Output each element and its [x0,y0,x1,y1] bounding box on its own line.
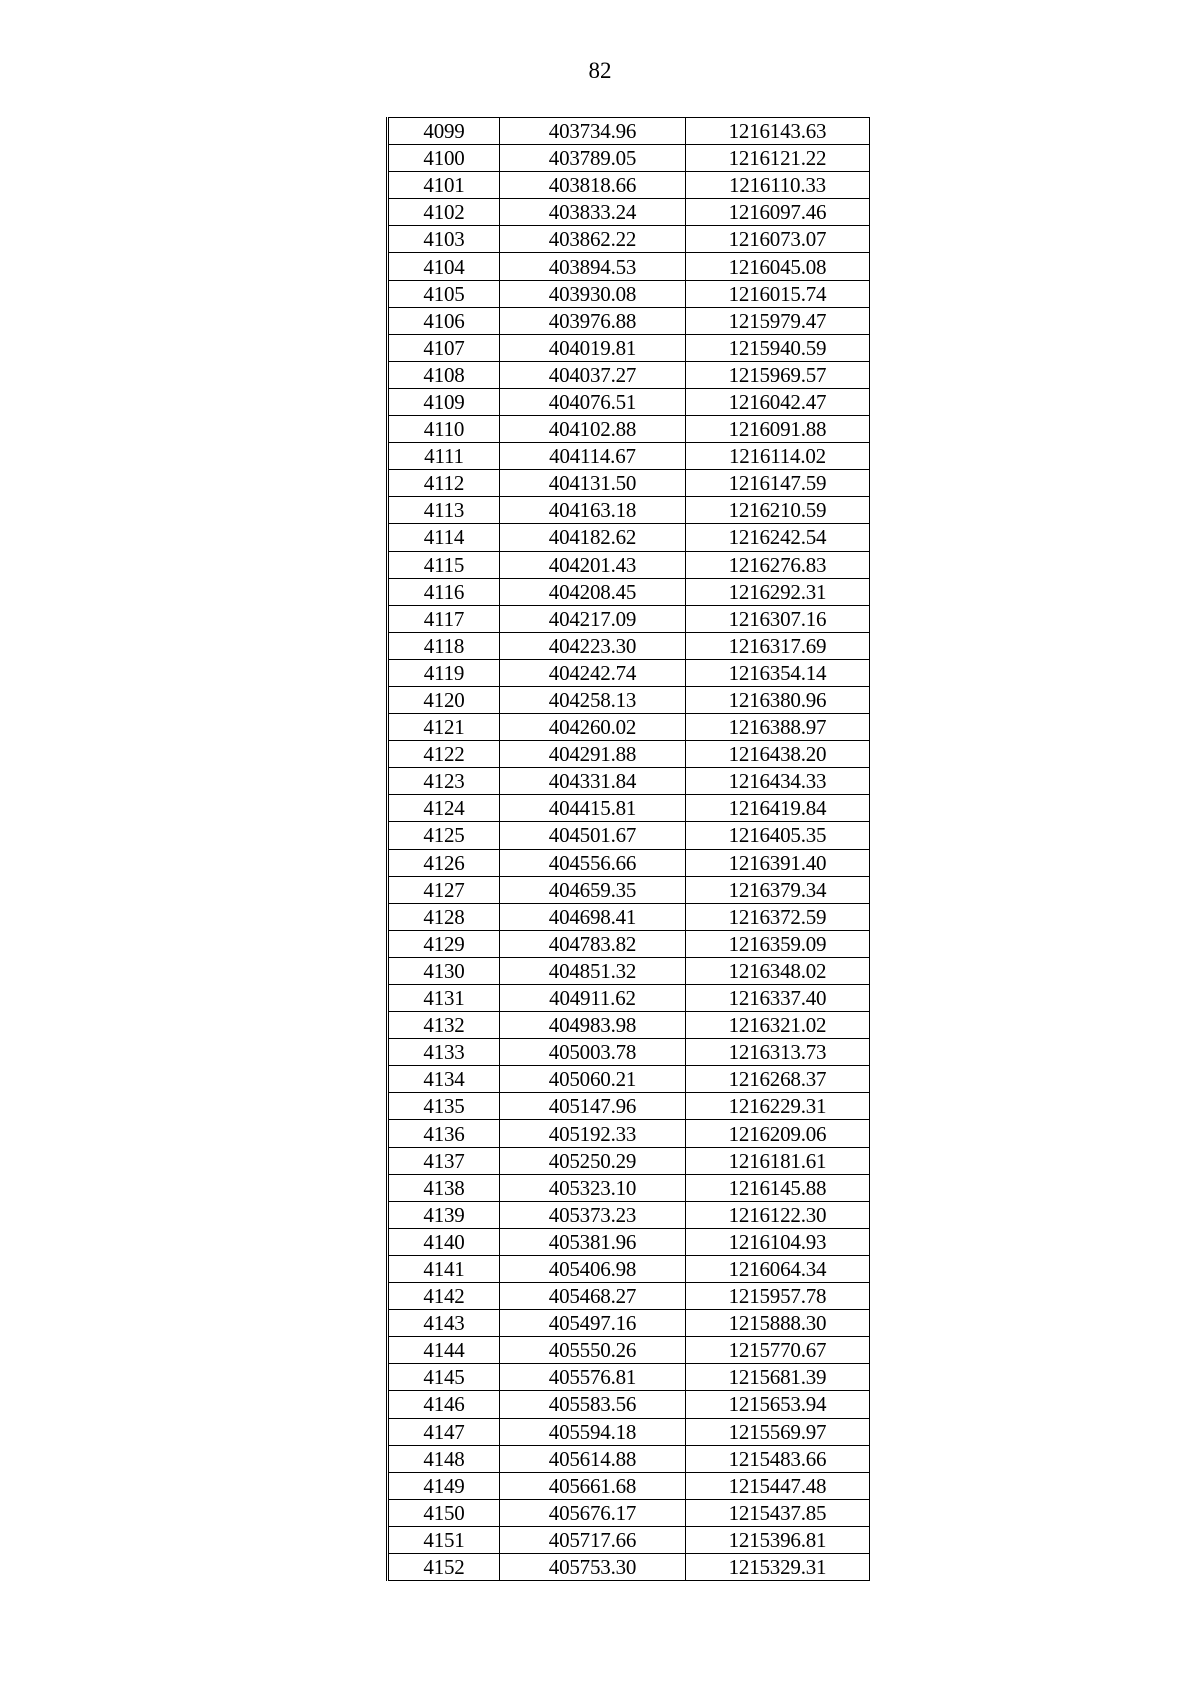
table-row [388,1039,870,1066]
point-number-cell: 4116 [388,578,500,605]
point-number-cell: 4101 [388,172,500,199]
y-coordinate-cell: 1215888.30 [686,1310,870,1337]
y-coordinate-cell: 1216229.31 [686,1093,870,1120]
y-coordinate-cell: 1216145.88 [686,1174,870,1201]
table-row [388,1066,870,1093]
y-coordinate-cell: 1216372.59 [686,903,870,930]
x-coordinate-cell: 405060.21 [500,1066,686,1093]
x-coordinate-cell: 405594.18 [500,1418,686,1445]
x-coordinate-cell: 403894.53 [500,253,686,280]
point-number-cell: 4110 [388,416,500,443]
table-row [388,578,870,605]
coordinate-table-body [388,118,870,1581]
y-coordinate-cell: 1216064.34 [686,1255,870,1282]
point-number-cell: 4122 [388,741,500,768]
point-number-cell: 4105 [388,280,500,307]
table-row [388,632,870,659]
point-number-cell: 4111 [388,443,500,470]
point-number-cell: 4114 [388,524,500,551]
table-row [388,985,870,1012]
x-coordinate-cell: 404983.98 [500,1012,686,1039]
table-row [388,822,870,849]
y-coordinate-cell: 1216122.30 [686,1201,870,1228]
table-row [388,876,870,903]
point-number-cell: 4143 [388,1310,500,1337]
y-coordinate-cell: 1216337.40 [686,985,870,1012]
x-coordinate-cell: 403818.66 [500,172,686,199]
x-coordinate-cell: 405497.16 [500,1310,686,1337]
point-number-cell: 4152 [388,1553,500,1580]
table-row [388,361,870,388]
y-coordinate-cell: 1216042.47 [686,388,870,415]
y-coordinate-cell: 1216354.14 [686,659,870,686]
table-row [388,307,870,334]
point-number-cell: 4108 [388,361,500,388]
y-coordinate-cell: 1216110.33 [686,172,870,199]
x-coordinate-cell: 403930.08 [500,280,686,307]
table-row [388,388,870,415]
x-coordinate-cell: 404258.13 [500,686,686,713]
x-coordinate-cell: 405003.78 [500,1039,686,1066]
point-number-cell: 4142 [388,1283,500,1310]
y-coordinate-cell: 1215957.78 [686,1283,870,1310]
y-coordinate-cell: 1216379.34 [686,876,870,903]
table-row [388,1445,870,1472]
x-coordinate-cell: 405676.17 [500,1499,686,1526]
y-coordinate-cell: 1216391.40 [686,849,870,876]
x-coordinate-cell: 404182.62 [500,524,686,551]
table-row [388,659,870,686]
y-coordinate-cell: 1215653.94 [686,1391,870,1418]
table-row [388,199,870,226]
table-row [388,416,870,443]
x-coordinate-cell: 405583.56 [500,1391,686,1418]
x-coordinate-cell: 403833.24 [500,199,686,226]
x-coordinate-cell: 404076.51 [500,388,686,415]
y-coordinate-cell: 1215969.57 [686,361,870,388]
table-row [388,1310,870,1337]
y-coordinate-cell: 1216209.06 [686,1120,870,1147]
x-coordinate-cell: 404501.67 [500,822,686,849]
point-number-cell: 4136 [388,1120,500,1147]
point-number-cell: 4128 [388,903,500,930]
y-coordinate-cell: 1216388.97 [686,714,870,741]
point-number-cell: 4137 [388,1147,500,1174]
point-number-cell: 4149 [388,1472,500,1499]
point-number-cell: 4147 [388,1418,500,1445]
x-coordinate-cell: 405323.10 [500,1174,686,1201]
x-coordinate-cell: 404037.27 [500,361,686,388]
x-coordinate-cell: 404415.81 [500,795,686,822]
table-row [388,334,870,361]
x-coordinate-cell: 404163.18 [500,497,686,524]
point-number-cell: 4145 [388,1364,500,1391]
table-row [388,768,870,795]
point-number-cell: 4118 [388,632,500,659]
point-number-cell: 4127 [388,876,500,903]
point-number-cell: 4109 [388,388,500,415]
table-row [388,524,870,551]
x-coordinate-cell: 403734.96 [500,118,686,145]
point-number-cell: 4133 [388,1039,500,1066]
table-row [388,1364,870,1391]
table-row [388,1174,870,1201]
x-coordinate-cell: 405192.33 [500,1120,686,1147]
page-number: 82 [588,58,612,83]
y-coordinate-cell: 1216438.20 [686,741,870,768]
y-coordinate-cell: 1216097.46 [686,199,870,226]
point-number-cell: 4107 [388,334,500,361]
y-coordinate-cell: 1216181.61 [686,1147,870,1174]
point-number-cell: 4115 [388,551,500,578]
y-coordinate-cell: 1216276.83 [686,551,870,578]
table-row [388,1255,870,1282]
point-number-cell: 4117 [388,605,500,632]
coordinate-table [386,117,870,1581]
x-coordinate-cell: 405550.26 [500,1337,686,1364]
table-row [388,1553,870,1580]
x-coordinate-cell: 405661.68 [500,1472,686,1499]
y-coordinate-cell: 1215447.48 [686,1472,870,1499]
table-row [388,253,870,280]
y-coordinate-cell: 1216104.93 [686,1228,870,1255]
table-row [388,1093,870,1120]
y-coordinate-cell: 1215437.85 [686,1499,870,1526]
point-number-cell: 4141 [388,1255,500,1282]
table-row [388,849,870,876]
y-coordinate-cell: 1215329.31 [686,1553,870,1580]
point-number-cell: 4140 [388,1228,500,1255]
x-coordinate-cell: 404659.35 [500,876,686,903]
y-coordinate-cell: 1216045.08 [686,253,870,280]
point-number-cell: 4102 [388,199,500,226]
y-coordinate-cell: 1215770.67 [686,1337,870,1364]
x-coordinate-cell: 404291.88 [500,741,686,768]
x-coordinate-cell: 404217.09 [500,605,686,632]
table-row [388,172,870,199]
x-coordinate-cell: 404242.74 [500,659,686,686]
point-number-cell: 4106 [388,307,500,334]
y-coordinate-cell: 1215396.81 [686,1526,870,1553]
y-coordinate-cell: 1216348.02 [686,957,870,984]
x-coordinate-cell: 404114.67 [500,443,686,470]
point-number-cell: 4124 [388,795,500,822]
point-number-cell: 4103 [388,226,500,253]
table-row [388,1391,870,1418]
y-coordinate-cell: 1216317.69 [686,632,870,659]
x-coordinate-cell: 404131.50 [500,470,686,497]
x-coordinate-cell: 404102.88 [500,416,686,443]
y-coordinate-cell: 1216015.74 [686,280,870,307]
y-coordinate-cell: 1215681.39 [686,1364,870,1391]
table-row [388,1147,870,1174]
y-coordinate-cell: 1215979.47 [686,307,870,334]
point-number-cell: 4119 [388,659,500,686]
x-coordinate-cell: 403976.88 [500,307,686,334]
point-number-cell: 4138 [388,1174,500,1201]
table-row [388,145,870,172]
table-row [388,1012,870,1039]
y-coordinate-cell: 1216073.07 [686,226,870,253]
y-coordinate-cell: 1216313.73 [686,1039,870,1066]
x-coordinate-cell: 405147.96 [500,1093,686,1120]
point-number-cell: 4125 [388,822,500,849]
x-coordinate-cell: 404208.45 [500,578,686,605]
table-row [388,930,870,957]
table-row [388,1120,870,1147]
y-coordinate-cell: 1216121.22 [686,145,870,172]
x-coordinate-cell: 405468.27 [500,1283,686,1310]
table-row [388,470,870,497]
point-number-cell: 4130 [388,957,500,984]
y-coordinate-cell: 1216380.96 [686,686,870,713]
point-number-cell: 4100 [388,145,500,172]
x-coordinate-cell: 404260.02 [500,714,686,741]
table-row [388,551,870,578]
x-coordinate-cell: 404201.43 [500,551,686,578]
x-coordinate-cell: 403862.22 [500,226,686,253]
y-coordinate-cell: 1215940.59 [686,334,870,361]
table-row [388,903,870,930]
x-coordinate-cell: 405576.81 [500,1364,686,1391]
y-coordinate-cell: 1216307.16 [686,605,870,632]
table-row [388,1337,870,1364]
point-number-cell: 4139 [388,1201,500,1228]
point-number-cell: 4129 [388,930,500,957]
table-row [388,957,870,984]
x-coordinate-cell: 404019.81 [500,334,686,361]
y-coordinate-cell: 1216268.37 [686,1066,870,1093]
point-number-cell: 4099 [388,118,500,145]
table-row [388,795,870,822]
y-coordinate-cell: 1215483.66 [686,1445,870,1472]
point-number-cell: 4148 [388,1445,500,1472]
table-row [388,1201,870,1228]
table-row [388,605,870,632]
table-row [388,686,870,713]
table-row [388,443,870,470]
x-coordinate-cell: 403789.05 [500,145,686,172]
table-row [388,1472,870,1499]
table-row [388,1418,870,1445]
y-coordinate-cell: 1216292.31 [686,578,870,605]
point-number-cell: 4135 [388,1093,500,1120]
table-row [388,1228,870,1255]
point-number-cell: 4134 [388,1066,500,1093]
x-coordinate-cell: 405753.30 [500,1553,686,1580]
x-coordinate-cell: 405614.88 [500,1445,686,1472]
x-coordinate-cell: 405717.66 [500,1526,686,1553]
x-coordinate-cell: 405406.98 [500,1255,686,1282]
x-coordinate-cell: 404556.66 [500,849,686,876]
table-row [388,1283,870,1310]
point-number-cell: 4120 [388,686,500,713]
y-coordinate-cell: 1216143.63 [686,118,870,145]
point-number-cell: 4131 [388,985,500,1012]
x-coordinate-cell: 405373.23 [500,1201,686,1228]
table-row [388,714,870,741]
y-coordinate-cell: 1216091.88 [686,416,870,443]
x-coordinate-cell: 404223.30 [500,632,686,659]
x-coordinate-cell: 404331.84 [500,768,686,795]
table-row [388,280,870,307]
y-coordinate-cell: 1216405.35 [686,822,870,849]
point-number-cell: 4123 [388,768,500,795]
table-row [388,741,870,768]
x-coordinate-cell: 404783.82 [500,930,686,957]
point-number-cell: 4112 [388,470,500,497]
point-number-cell: 4104 [388,253,500,280]
y-coordinate-cell: 1215569.97 [686,1418,870,1445]
y-coordinate-cell: 1216434.33 [686,768,870,795]
y-coordinate-cell: 1216114.02 [686,443,870,470]
x-coordinate-cell: 405250.29 [500,1147,686,1174]
point-number-cell: 4151 [388,1526,500,1553]
y-coordinate-cell: 1216321.02 [686,1012,870,1039]
point-number-cell: 4121 [388,714,500,741]
table-row [388,497,870,524]
point-number-cell: 4146 [388,1391,500,1418]
point-number-cell: 4113 [388,497,500,524]
table-row [388,1526,870,1553]
table-row [388,1499,870,1526]
table-row [388,226,870,253]
x-coordinate-cell: 404851.32 [500,957,686,984]
y-coordinate-cell: 1216147.59 [686,470,870,497]
y-coordinate-cell: 1216210.59 [686,497,870,524]
y-coordinate-cell: 1216359.09 [686,930,870,957]
point-number-cell: 4150 [388,1499,500,1526]
y-coordinate-cell: 1216419.84 [686,795,870,822]
point-number-cell: 4132 [388,1012,500,1039]
y-coordinate-cell: 1216242.54 [686,524,870,551]
x-coordinate-cell: 404698.41 [500,903,686,930]
x-coordinate-cell: 404911.62 [500,985,686,1012]
point-number-cell: 4126 [388,849,500,876]
x-coordinate-cell: 405381.96 [500,1228,686,1255]
table-row [388,118,870,145]
point-number-cell: 4144 [388,1337,500,1364]
